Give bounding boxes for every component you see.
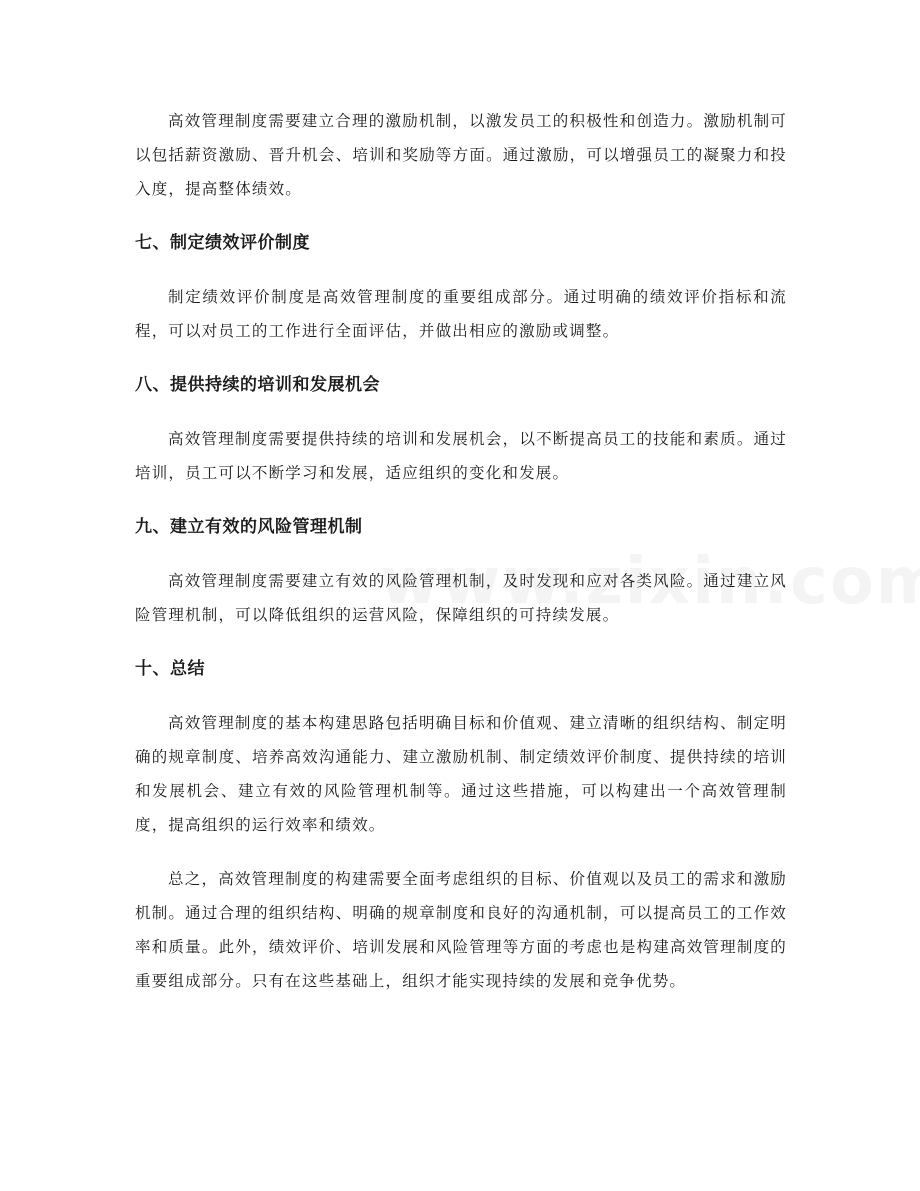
heading-section-7: 七、制定绩效评价制度	[135, 233, 310, 253]
paragraph-training: 高效管理制度需要提供持续的培训和发展机会，以不断提高员工的技能和素质。通过培训，员工可以不断学习和发展，适应组织的变化和发展。	[135, 430, 787, 482]
paragraph-summary: 高效管理制度的基本构建思路包括明确目标和价值观、建立清晰的组织结构、制定明确的规章制度、培养高效沟通能力、建立激励机制、制定绩效评价制度、提供持续的培训和发展机会、建立有效的风险管理机制等。通过这些措施，可以构建出一个高效管理制度，提高组织的运行效率和绩效。	[135, 714, 787, 834]
paragraph-risk: 高效管理制度需要建立有效的风险管理机制，及时发现和应对各类风险。通过建立风险管理机制，可以降低组织的运营风险，保障组织的可持续发展。	[135, 572, 787, 624]
heading-section-8: 八、提供持续的培训和发展机会	[135, 375, 380, 395]
heading-section-9: 九、建立有效的风险管理机制	[135, 517, 363, 537]
paragraph-conclusion: 总之，高效管理制度的构建需要全面考虑组织的目标、价值观以及员工的需求和激励机制。通过合理的组织结构、明确的规章制度和良好的沟通机制，可以提高员工的工作效率和质量。此外，绩效评价、培训发展和风险管理等方面的考虑也是构建高效管理制度的重要组成部分。只有在这些基础上，组织才能实现持续的发展和竞争优势。	[135, 870, 787, 990]
paragraph-incentive: 高效管理制度需要建立合理的激励机制，以激发员工的积极性和创造力。激励机制可以包括薪资激励、晋升机会、培训和奖励等方面。通过激励，可以增强员工的凝聚力和投入度，提高整体绩效。	[135, 112, 787, 198]
heading-section-10: 十、总结	[135, 659, 205, 679]
paragraph-performance: 制定绩效评价制度是高效管理制度的重要组成部分。通过明确的绩效评价指标和流程，可以对员工的工作进行全面评估，并做出相应的激励或调整。	[135, 288, 787, 340]
document-body	[135, 104, 787, 998]
